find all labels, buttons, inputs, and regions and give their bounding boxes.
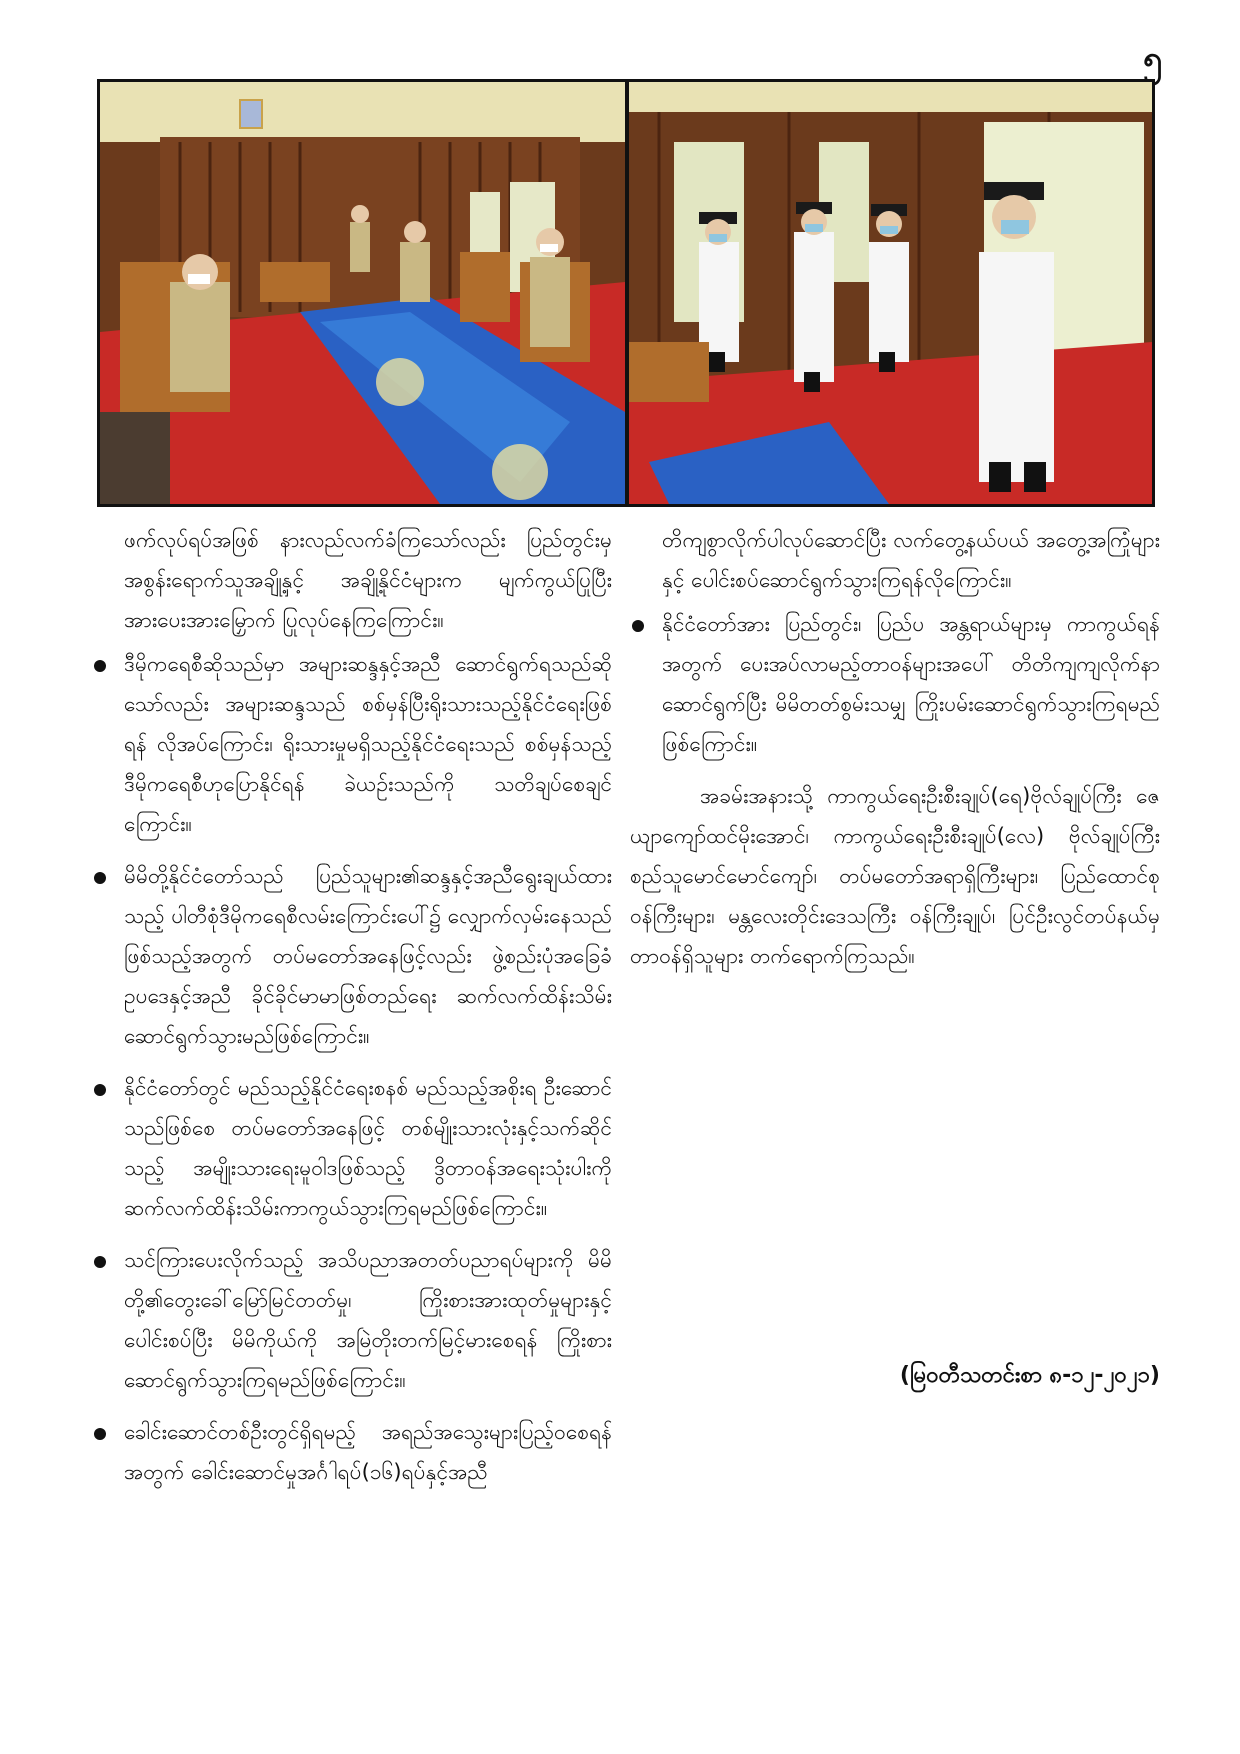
bullet-icon [632, 620, 644, 632]
closing-paragraph: အခမ်းအနားသို့ ကာကွယ်ရေးဦးစီးချုပ်(ရေ)ဗိုလ်ချုပ်ကြီး ဇေယျာကျော်ထင်မိုးအောင်၊ ကာကွယ်ရေးဦးစီးချုပ်(လေ) ဗိုလ်ချုပ်ကြီး စည်သူမောင်မောင်ကျော်၊ တပ်မတော်အရာရှိကြီးများ၊ ပြည်ထောင်စုဝန်ကြီးများ၊ မန္တလေးတိုင်းဒေသကြီး ဝန်ကြီးချုပ်၊ ပြင်ဦးလွင်တပ်နယ်မှ တာဝန်ရှိသူများ တက်ရောက်ကြသည်။ [630, 784, 1160, 968]
list-item: သင်ကြားပေးလိုက်သည့် အသိပညာအတတ်ပညာရပ်များကို မိမိတို့၏တွေးခေါ်မြော်မြင်တတ်မှု၊ ကြိုးစားအားထုတ်မှုများနှင့်ပေါင်းစပ်ပြီး မိမိကိုယ်ကို အမြဲတိုးတက်မြင့်မားစေရန် ကြိုးစားဆောင်ရွက်သွားကြရမည်ဖြစ်ကြောင်း။ [92, 1240, 612, 1400]
page-number: ၅ [1142, 39, 1162, 79]
bullet-icon [94, 1428, 106, 1440]
bullet-icon [94, 872, 106, 884]
list-item: နိုင်ငံတော်တွင် မည်သည့်နိုင်ငံရေးစနစ် မည်သည့်အစိုးရ ဦးဆောင်သည်ဖြစ်စေ တပ်မတော်အနေဖြင့် တစ်မျိုးသားလုံးနှင့်သက်ဆိုင်သည့် အမျိုးသားရေးမူဝါဒဖြစ်သည့် ဒွိတာဝန်အရေးသုံးပါးကို ဆက်လက်ထိန်းသိမ်းကာကွယ်သွားကြရမည်ဖြစ်ကြောင်း။ [92, 1068, 612, 1228]
list-item: ဒီမိုကရေစီဆိုသည်မှာ အများဆန္ဒနှင့်အညီ ဆောင်ရွက်ရသည်ဆိုသော်လည်း အများဆန္ဒသည် စစ်မှန်ပြီးရိုးသားသည့်နိုင်ငံရေးဖြစ်ရန် လိုအပ်ကြောင်း၊ ရိုးသားမှုမရှိသည့်နိုင်ငံရေးသည် စစ်မှန်သည့်ဒီမိုကရေစီဟုပြောနိုင်ရန် ခဲယဉ်းသည်ကို သတိချပ်စေချင်ကြောင်း။ [92, 644, 612, 844]
photo-strip [97, 79, 1155, 507]
cadets-seated-photo [629, 82, 1152, 504]
left-text-column [92, 520, 612, 1504]
right-text-column [630, 520, 1160, 976]
list-item: ခေါင်းဆောင်တစ်ဦးတွင်ရှိရမည့် အရည်အသွေးများပြည့်ဝစေရန်အတွက် ခေါင်းဆောင်မှုအင်္ဂါရပ်(၁၆)ရပ်နှင့်အညီ [92, 1412, 612, 1492]
meeting-room-photo [100, 82, 625, 504]
list-item: မိမိတို့နိုင်ငံတော်သည် ပြည်သူများ၏ဆန္ဒနှင့်အညီရွေးချယ်ထားသည့် ပါတီစုံဒီမိုကရေစီလမ်းကြောင်းပေါ်၌ လျှောက်လှမ်းနေသည်ဖြစ်သည့်အတွက် တပ်မတော်အနေဖြင့်လည်း ဖွဲ့စည်းပုံအခြေခံဥပဒေနှင့်အညီ ခိုင်ခိုင်မာမာဖြစ်တည်ရေး ဆက်လက်ထိန်းသိမ်းဆောင်ရွက်သွားမည်ဖြစ်ကြောင်း။ [92, 856, 612, 1056]
bullet-icon [94, 1084, 106, 1096]
source-citation: (မြဝတီသတင်းစာ ၈-၁၂-၂၀၂၁) [899, 1363, 1160, 1388]
continuation-paragraph: တိကျစွာလိုက်ပါလုပ်ဆောင်ပြီး လက်တွေ့နယ်ပယ် အတွေ့အကြုံများနှင့် ပေါင်းစပ်ဆောင်ရွက်သွားကြရန်လိုကြောင်း။ [662, 528, 1160, 592]
continuation-paragraph: ဖက်လုပ်ရပ်အဖြစ် နားလည်လက်ခံကြသော်လည်း ပြည်တွင်းမှအစွန်းရောက်သူအချို့နှင့် အချို့နိုင်ငံများက မျက်ကွယ်ပြုပြီး အားပေးအားမြှောက် ပြုလုပ်နေကြကြောင်း။ [124, 528, 612, 632]
list-item: နိုင်ငံတော်အား ပြည်တွင်း၊ ပြည်ပ အန္တရာယ်များမှ ကာကွယ်ရန်အတွက် ပေးအပ်လာမည့်တာဝန်များအပေါ် တိတိကျကျလိုက်နာဆောင်ရွက်ပြီး မိမိတတ်စွမ်းသမျှ ကြိုးပမ်းဆောင်ရွက်သွားကြရမည်ဖြစ်ကြောင်း။ [630, 604, 1160, 764]
bullet-icon [94, 660, 106, 672]
bullet-icon [94, 1256, 106, 1268]
